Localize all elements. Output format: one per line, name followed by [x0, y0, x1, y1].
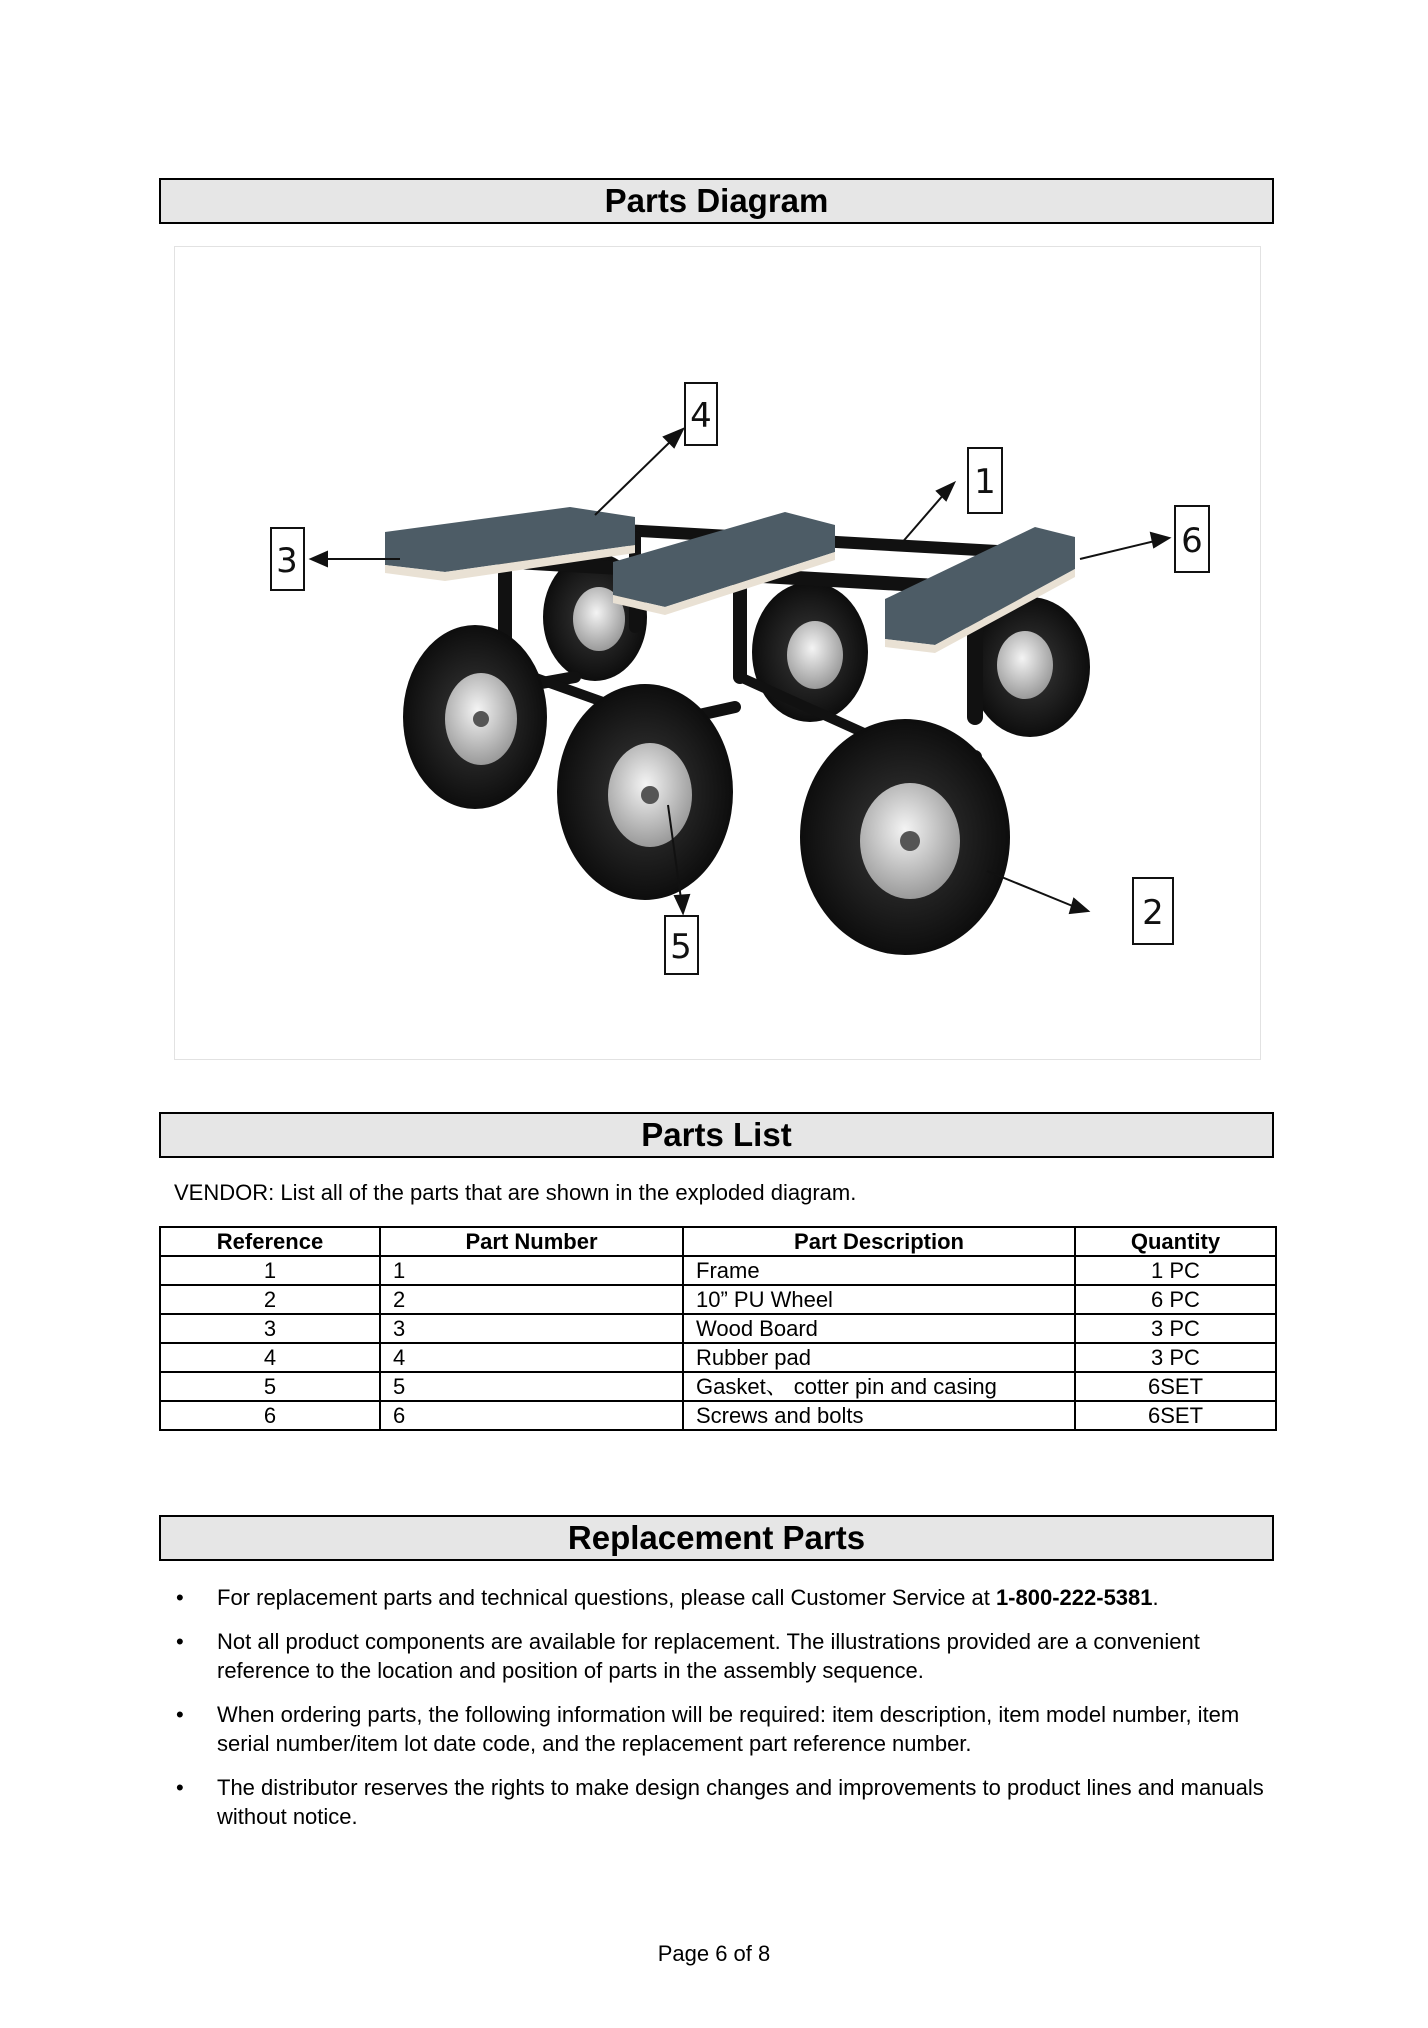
table-row: [160, 1343, 1276, 1372]
cell-quantity: 6SET: [1075, 1401, 1276, 1430]
callout-6: [1080, 506, 1209, 572]
wheel-back-middle: [752, 582, 868, 722]
replacement-parts-list: [176, 1583, 1276, 1846]
header-reference: Reference: [160, 1227, 380, 1256]
availability-note: Not all product components are available for replacement. The illustrations provided are a convenient reference to the location and position of parts in the assembly sequence.: [217, 1629, 1200, 1683]
cell-quantity: 3 PC: [1075, 1314, 1276, 1343]
parts-diagram-illustration: [174, 246, 1261, 1060]
wheel-front-middle: [557, 684, 733, 900]
list-item: [176, 1583, 1276, 1612]
wheel-front-left: [403, 625, 547, 809]
parts-diagram-header: [159, 178, 1274, 224]
list-item: [176, 1627, 1276, 1685]
cell-quantity: 6SET: [1075, 1372, 1276, 1401]
svg-text:6: 6: [1181, 521, 1203, 561]
cell-reference: 3: [160, 1314, 380, 1343]
svg-text:1: 1: [974, 462, 996, 502]
callout-3: [271, 528, 400, 590]
replacement-parts-title: Replacement Parts: [567, 1519, 866, 1556]
table-row: [160, 1256, 1276, 1285]
cell-part-number: 3: [380, 1314, 683, 1343]
table-row: [160, 1314, 1276, 1343]
wheel-front-right: [800, 719, 1010, 955]
svg-text:2: 2: [1142, 893, 1164, 933]
cell-part-description: Screws and bolts: [683, 1401, 1075, 1430]
cell-reference: 1: [160, 1256, 380, 1285]
svg-text:4: 4: [690, 396, 712, 436]
cell-reference: 4: [160, 1343, 380, 1372]
ordering-info-note: When ordering parts, the following information will be required: item description, item model number, item serial number/item lot date code, and the replacement part reference number.: [217, 1702, 1240, 1756]
list-item: [176, 1700, 1276, 1758]
dolly-drawing: [175, 247, 1260, 1059]
cell-part-number: 5: [380, 1372, 683, 1401]
customer-service-phone: 1-800-222-5381: [995, 1585, 1153, 1610]
cell-quantity: 6 PC: [1075, 1285, 1276, 1314]
cell-part-number: 1: [380, 1256, 683, 1285]
table-header-row: [160, 1227, 1276, 1256]
cell-quantity: 1 PC: [1075, 1256, 1276, 1285]
cell-part-description: Rubber pad: [683, 1343, 1075, 1372]
cell-quantity: 3 PC: [1075, 1343, 1276, 1372]
customer-service-text: For replacement parts and technical questions, please call Customer Service at: [217, 1585, 996, 1610]
parts-list-title: Parts List: [641, 1116, 792, 1153]
header-quantity: Quantity: [1075, 1227, 1276, 1256]
vendor-note: VENDOR: List all of the parts that are shown in the exploded diagram.: [174, 1180, 857, 1205]
cell-part-description: Frame: [683, 1256, 1075, 1285]
replacement-parts-header: [159, 1515, 1274, 1561]
list-item: [176, 1773, 1276, 1831]
callout-1: [900, 448, 1002, 545]
callout-4: [595, 383, 717, 515]
table-row: [160, 1401, 1276, 1430]
cell-reference: 5: [160, 1372, 380, 1401]
cell-part-description: 10” PU Wheel: [683, 1285, 1075, 1314]
parts-diagram-title: Parts Diagram: [604, 182, 829, 219]
cell-part-number: 4: [380, 1343, 683, 1372]
svg-text:3: 3: [276, 541, 298, 581]
cell-part-number: 2: [380, 1285, 683, 1314]
design-change-note: The distributor reserves the rights to make design changes and improvements to product lines and manuals without notice.: [217, 1775, 1264, 1829]
customer-service-period: .: [1152, 1585, 1159, 1610]
header-part-description: Part Description: [683, 1227, 1075, 1256]
parts-table: [159, 1226, 1277, 1431]
cell-reference: 2: [160, 1285, 380, 1314]
page-number: Page 6 of 8: [657, 1941, 771, 1966]
table-row: [160, 1285, 1276, 1314]
cell-part-description: Wood Board: [683, 1314, 1075, 1343]
svg-text:5: 5: [670, 927, 692, 967]
parts-list-header: [159, 1112, 1274, 1158]
table-row: [160, 1372, 1276, 1401]
callout-2: [987, 871, 1173, 944]
cell-reference: 6: [160, 1401, 380, 1430]
cell-part-number: 6: [380, 1401, 683, 1430]
cell-part-description: Gasket、 cotter pin and casing: [683, 1372, 1075, 1401]
header-part-number: Part Number: [380, 1227, 683, 1256]
